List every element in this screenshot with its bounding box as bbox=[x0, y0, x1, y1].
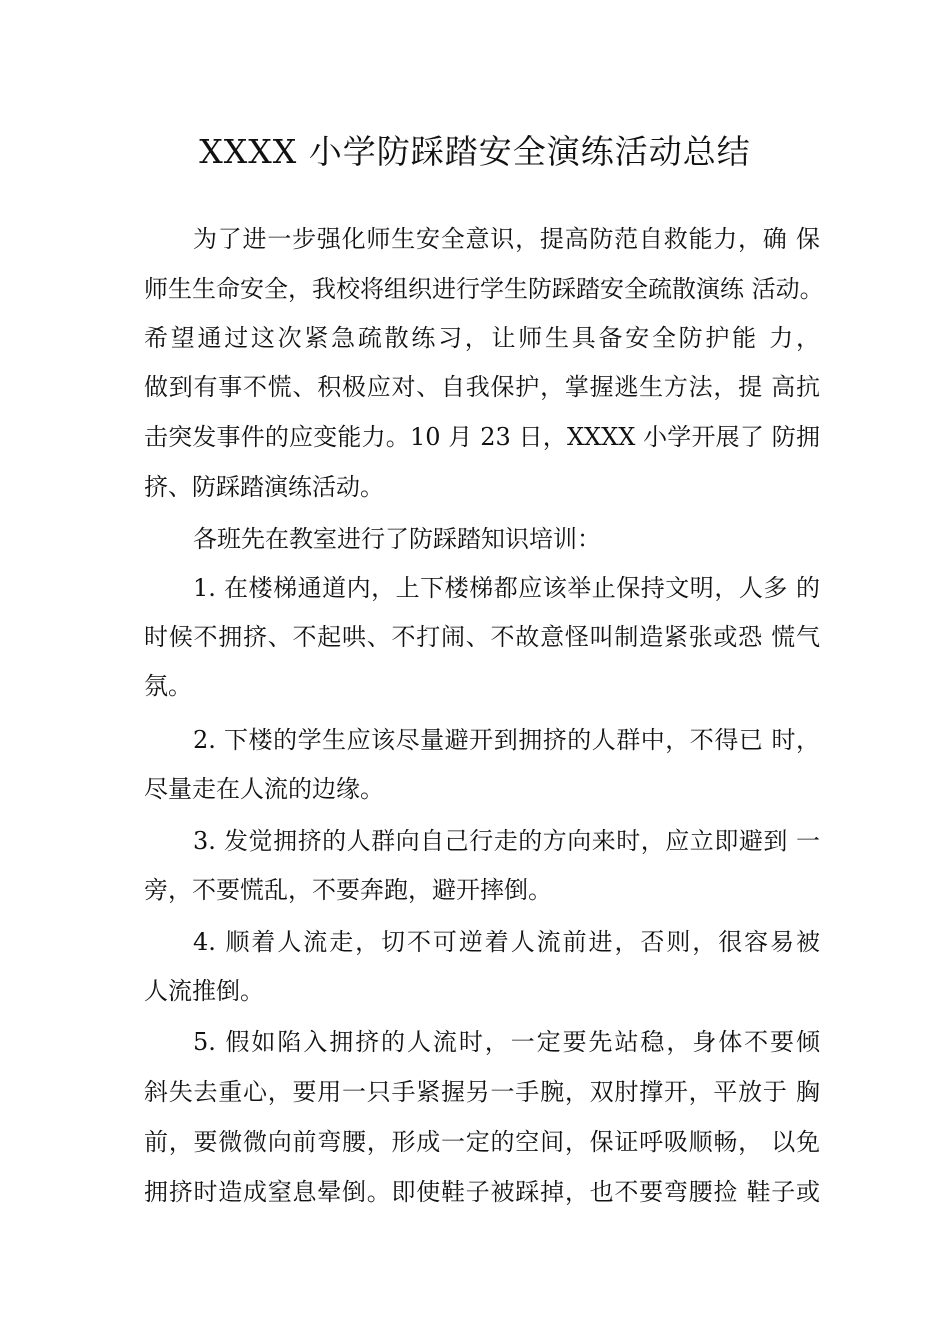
list-item-line: 3. 发觉拥挤的人群向自己行走的方向来时，应立即避到 一 bbox=[193, 827, 820, 855]
paragraph-line: 击突发事件的应变能力。10 月 23 日，XXXX 小学开展了 防拥 bbox=[144, 423, 820, 451]
paragraph-line: 挤、防踩踏演练活动。 bbox=[144, 473, 384, 501]
paragraph-line: 为了进一步强化师生安全意识，提高防范自救能力，确 保 bbox=[193, 225, 820, 253]
list-item-line: 拥挤时造成窒息晕倒。即使鞋子被踩掉，也不要弯腰捡 鞋子或 bbox=[144, 1178, 820, 1206]
list-item-line: 旁，不要慌乱，不要奔跑，避开摔倒。 bbox=[144, 876, 552, 904]
paragraph-line: 师生生命安全，我校将组织进行学生防踩踏安全疏散演练 活动。 bbox=[144, 275, 824, 303]
list-item-line: 前，要微微向前弯腰，形成一定的空间，保证呼吸顺畅， 以免 bbox=[144, 1128, 820, 1156]
paragraph-line: 希望通过这次紧急疏散练习，让师生具备安全防护能 力， bbox=[144, 324, 820, 352]
list-item-line: 时候不拥挤、不起哄、不打闹、不故意怪叫制造紧张或恐 慌气 bbox=[144, 623, 820, 651]
list-item-line: 人流推倒。 bbox=[144, 977, 264, 1005]
list-item-line: 尽量走在人流的边缘。 bbox=[144, 775, 384, 803]
list-item-line: 5. 假如陷入拥挤的人流时，一定要先站稳，身体不要倾 bbox=[193, 1028, 820, 1056]
paragraph-line: 各班先在教室进行了防踩踏知识培训： bbox=[193, 525, 601, 553]
list-item-line: 氛。 bbox=[144, 672, 192, 700]
list-item-line: 1. 在楼梯通道内，上下楼梯都应该举止保持文明，人多 的 bbox=[193, 574, 820, 602]
list-item-line: 斜失去重心，要用一只手紧握另一手腕，双肘撑开，平放于 胸 bbox=[144, 1078, 820, 1106]
list-item-line: 4. 顺着人流走，切不可逆着人流前进，否则，很容易被 bbox=[193, 928, 820, 956]
list-item-line: 2. 下楼的学生应该尽量避开到拥挤的人群中，不得已 时， bbox=[193, 726, 820, 754]
paragraph-line: 做到有事不慌、积极应对、自我保护，掌握逃生方法，提 高抗 bbox=[144, 373, 820, 401]
document-title: XXXX 小学防踩踏安全演练活动总结 bbox=[199, 132, 751, 171]
